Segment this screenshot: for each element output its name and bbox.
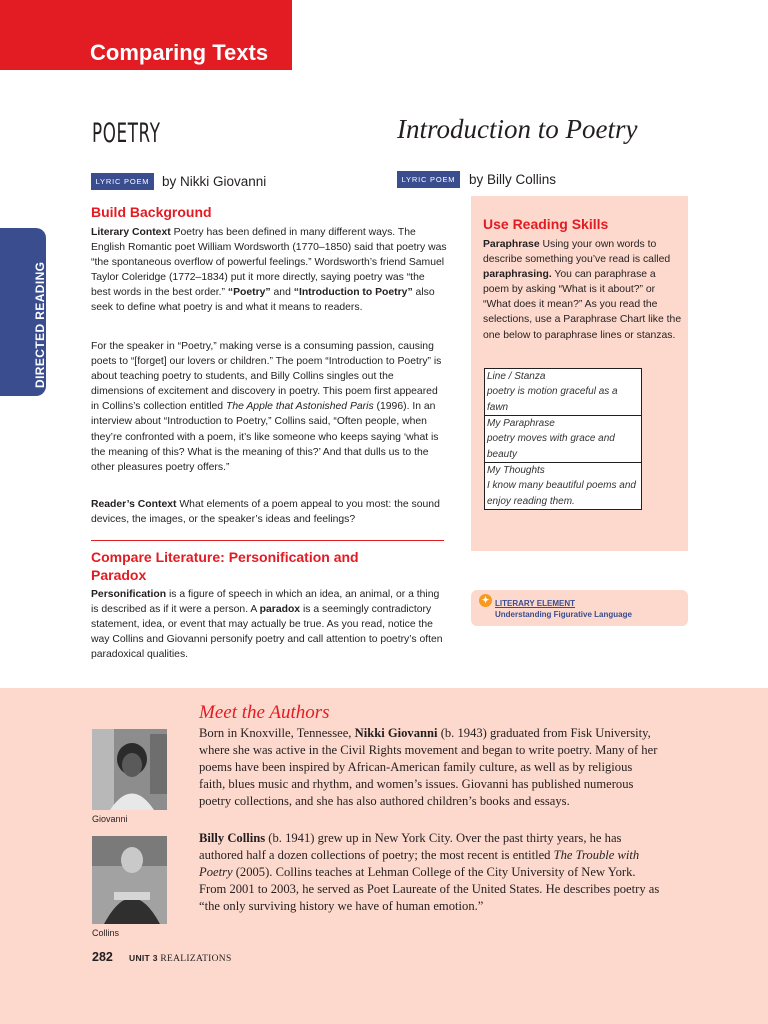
selection1-title: POETRY xyxy=(92,118,161,149)
compare-text-2: is a seemingly contradictory statement, idea, or event that may actually be true. As you read, notice the way Collins and Giovanni personify poetry and call attention to poetry’s often paradoxical qualities. xyxy=(91,604,443,661)
literary-element-callout[interactable] xyxy=(471,590,688,626)
background-paragraph-2 xyxy=(91,339,447,475)
lyric-poem-tag: LYRIC POEM xyxy=(91,173,154,190)
giovanni-bio xyxy=(199,725,661,810)
collins-bio-text-1: (b. 1941) grew up in New York City. Over the past thirty years, he has authored half a dozen collections of poetry; the most recent is entitled xyxy=(199,831,622,862)
directed-reading-label: DIRECTED READING xyxy=(33,261,47,388)
reading-skills-paragraph xyxy=(483,237,683,343)
paradox-term: paradox xyxy=(259,604,301,616)
unit-label xyxy=(129,953,232,964)
chart-row-label: My Paraphrase xyxy=(487,418,555,429)
para2-end: (1996). In an interview about “Introduction to Poetry,” Collins said, “Often people, when they’re confronted with a poem, it’s like someone who keeps saying ‘what is the meaning of this? What is the meaning of this?’ And that dulls us to the other pleasures poetry offers.” xyxy=(91,401,439,473)
readers-context-text: What elements of a poem appeal to you most: the sound devices, the images, or the speaker’s ideas and feelings? xyxy=(91,499,440,526)
collins-name: Billy Collins xyxy=(199,831,266,845)
para2-start: For the speaker in “Poetry,” making verse is a consuming passion, causing poets to “[forget] our lovers or children.” The poem “Introduction to Poetry” is about teaching poetry to students, and Billy Collins singles out the dimensions of excitement and discovery in poetry. This poem first appeared in Collins’s collection entitled xyxy=(91,341,442,413)
chart-row-text: poetry is motion graceful as a fawn xyxy=(487,386,618,413)
selection2-byline: by Billy Collins xyxy=(469,172,557,187)
key-icon: ✦ xyxy=(479,594,492,607)
lyric-poem-tag: LYRIC POEM xyxy=(397,171,460,188)
conjunction: and xyxy=(270,287,294,299)
compare-text-1: is a figure of speech in which an idea, an animal, or a thing is described as if it were a person. A xyxy=(91,589,440,616)
skills-text-2: You can paraphrase a poem by asking “What is it about?” or “What does it mean?” As you read the selections, use a Paraphrase Chart like the one below to paraphrase lines or stanzas. xyxy=(483,269,682,341)
readers-context-paragraph xyxy=(91,497,447,527)
literary-context-end: also seek to define what poetry is and what it means to readers. xyxy=(91,287,435,314)
literary-element-subtitle: Understanding Figurative Language xyxy=(495,610,632,619)
collins-bio xyxy=(199,830,661,915)
selection1-byline: by Nikki Giovanni xyxy=(162,174,267,189)
literary-context-text: Poetry has been defined in many different ways. The English Romantic poet William Wordsworth (1770–1850) said that poetry was “the spontaneous overflow of powerful feelings.” Wordsworth’s friend Samuel Taylor Coleridge (1772–1834) put it more directly, saying poetry was “the best words in the best order.” xyxy=(91,227,447,299)
paraphrase-term: Paraphrase xyxy=(483,239,540,250)
chart-row-text: poetry moves with grace and beauty xyxy=(487,433,615,460)
chart-row-label: Line / Stanza xyxy=(487,371,546,382)
build-background-heading: Build Background xyxy=(91,204,212,220)
paraphrase-chart xyxy=(484,368,642,510)
page-number: 282 xyxy=(92,950,113,964)
readers-context-label: Reader’s Context xyxy=(91,499,177,510)
literary-context-paragraph xyxy=(91,225,447,316)
literary-context-label: Literary Context xyxy=(91,227,171,238)
chart-row-label: My Thoughts xyxy=(487,465,545,476)
reading-skills-heading: Use Reading Skills xyxy=(483,216,609,232)
collins-book-title: The Trouble with Poetry xyxy=(199,848,640,879)
paraphrasing-term: paraphrasing. xyxy=(483,269,552,281)
collins-caption: Collins xyxy=(92,928,120,938)
personification-term: Personification xyxy=(91,589,167,600)
selection2-title: Introduction to Poetry xyxy=(397,114,638,144)
intro-title-ref: “Introduction to Poetry” xyxy=(293,287,413,299)
chart-row xyxy=(485,369,641,415)
giovanni-bio-text: (b. 1943) graduated from Fisk University, where she was active in the Civil Rights movement and began to write poetry. Many of her poems have been inspired by African-American family culture, as well as by religious faith, blues music and rhythm, and women’s issues. Giovanni has published numerous poetry collections, and she has also authored children’s books and essays. xyxy=(199,726,658,808)
chart-row-text: I know many beautiful poems and enjoy reading them. xyxy=(487,480,636,507)
giovanni-bio-start: Born in Knoxville, Tennessee, xyxy=(199,726,355,740)
chart-row xyxy=(485,462,641,509)
section-divider xyxy=(91,540,444,541)
giovanni-photo xyxy=(92,729,167,810)
poetry-title-ref: “Poetry” xyxy=(227,287,271,299)
giovanni-portrait xyxy=(92,729,167,810)
collins-portrait xyxy=(92,836,167,924)
skills-text-1: Using your own words to describe something you’ve read is called xyxy=(483,239,671,266)
book-title: The Apple that Astonished Paris xyxy=(225,401,374,413)
compare-heading: Compare Literature: Personification and Paradox xyxy=(91,549,359,583)
chart-row xyxy=(485,415,641,462)
collins-photo xyxy=(92,836,167,924)
collins-bio-text-2: (2005). Collins teaches at Lehman College of the City University of New York. From 2001 to 2003, he served as Poet Laureate of the United States. He describes poetry as “the only surviving history we have of human emotion.” xyxy=(199,865,660,913)
compare-paragraph xyxy=(91,587,447,662)
giovanni-caption: Giovanni xyxy=(92,814,128,824)
meet-authors-heading: Meet the Authors xyxy=(199,702,330,723)
giovanni-name: Nikki Giovanni xyxy=(354,726,438,740)
unit-number: UNIT 3 xyxy=(129,953,158,963)
unit-title: REALIZATIONS xyxy=(160,954,232,964)
banner-title: Comparing Texts xyxy=(90,40,269,65)
literary-element-link[interactable]: LITERARY ELEMENT xyxy=(495,599,576,608)
